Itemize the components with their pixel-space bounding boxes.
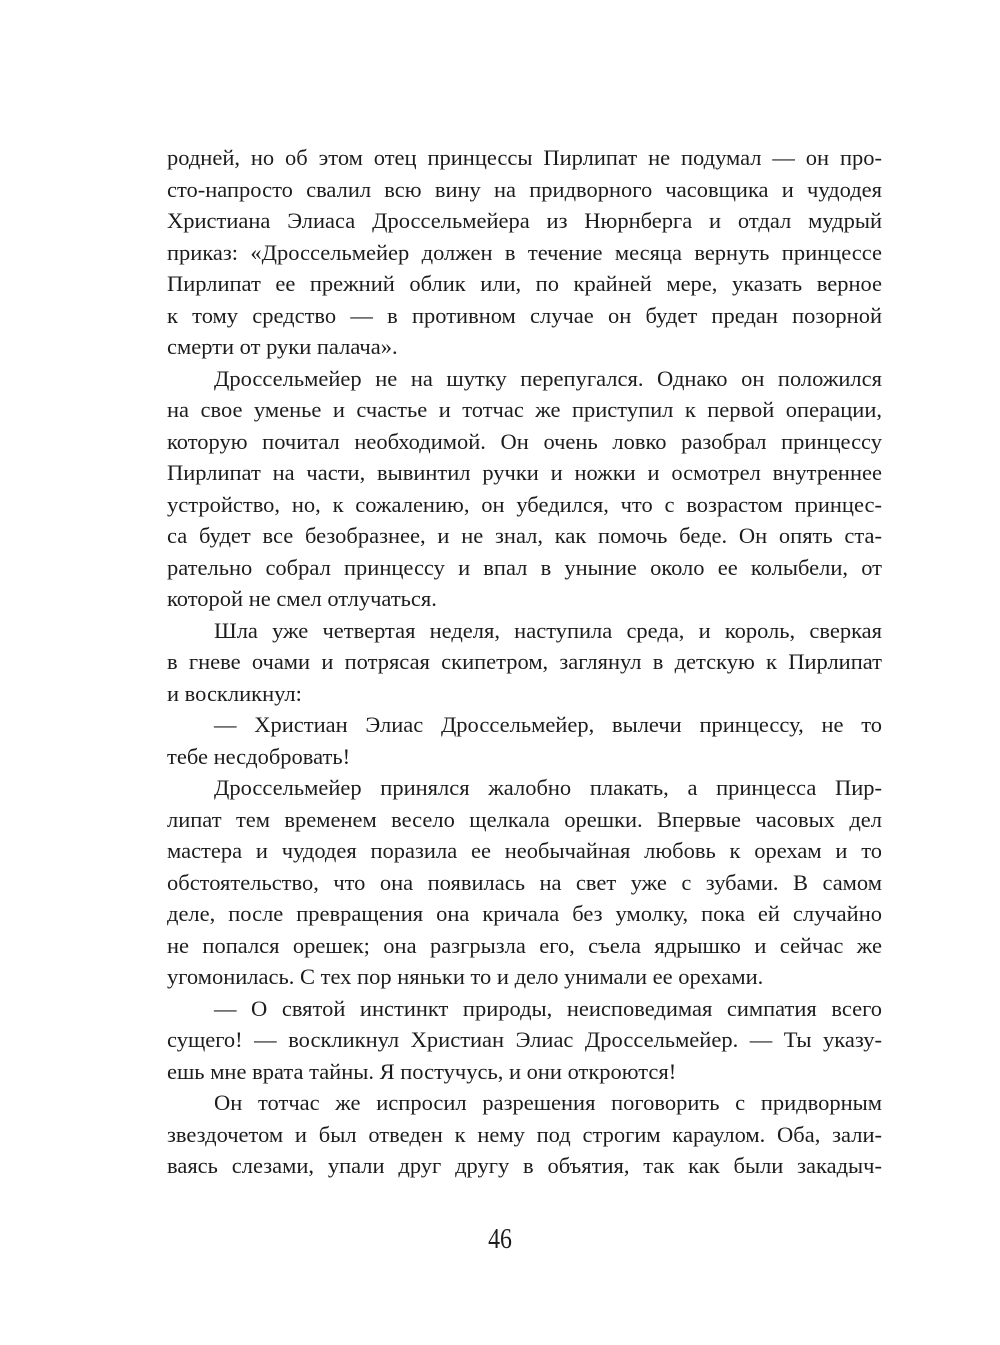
text-line: ваясь слезами, упали друг другу в объятия, так как были закадыч- bbox=[167, 1153, 882, 1178]
text-line: са будет все безобразнее, и не знал, как помочь беде. Он опять ста- bbox=[167, 523, 882, 548]
text-line: Дроссельмейер принялся жалобно плакать, а принцесса Пир- bbox=[214, 775, 882, 800]
text-line: ешь мне врата тайны. Я постучусь, и они откроются! bbox=[167, 1058, 677, 1084]
text-line: липат тем временем весело щелкала орешки. Впервые часовых дел bbox=[167, 806, 882, 832]
text-line: деле, после превращения она кричала без умолку, пока ей случайно bbox=[167, 901, 882, 926]
text-line: смерти от руки палача». bbox=[167, 334, 398, 359]
text-line: Христиана Элиаса Дроссельмейера из Нюрнберга и отдал мудрый bbox=[167, 208, 882, 233]
text-line: мастера и чудодея поразила ее необычайная любовь к орехам и то bbox=[167, 838, 882, 863]
text-line: — Христиан Элиас Дроссельмейер, вылечи принцессу, не то bbox=[214, 712, 882, 737]
text-line: которую почитал необходимой. Он очень ловко разобрал принцессу bbox=[167, 428, 882, 454]
text-line: рательно собрал принцессу и впал в уныние около ее колыбели, от bbox=[167, 554, 882, 580]
text-line: Шла уже четвертая неделя, наступила среда, и король, сверкая bbox=[214, 617, 882, 643]
text-line: в гневе очами и потрясая скипетром, заглянул в детскую к Пирлипат bbox=[167, 649, 882, 674]
text-line: сто-напросто свалил всю вину на придворного часовщика и чудодея bbox=[167, 176, 882, 202]
text-line: Пирлипат на части, вывинтил ручки и ножки и осмотрел внутреннее bbox=[167, 460, 882, 485]
text-line: — О святой инстинкт природы, неисповедимая симпатия всего bbox=[214, 995, 882, 1021]
text-line: сущего! — воскликнул Христиан Элиас Дроссельмейер. — Ты указу- bbox=[167, 1027, 882, 1052]
text-line: которой не смел отлучаться. bbox=[167, 586, 437, 611]
text-line: к тому средство — в противном случае он будет предан позорной bbox=[167, 302, 882, 328]
page-number: 46 bbox=[488, 1224, 512, 1255]
text-line: не попался орешек; она разгрызла его, съела ядрышко и сейчас же bbox=[167, 932, 882, 958]
text-line: Пирлипат ее прежний облик или, по крайней мере, указать верное bbox=[167, 271, 882, 296]
text-line: звездочетом и был отведен к нему под строгим караулом. Оба, зали- bbox=[167, 1121, 882, 1147]
text-line: Он тотчас же испросил разрешения поговорить с придворным bbox=[214, 1090, 882, 1115]
text-line: на свое уменье и счастье и тотчас же приступил к первой операции, bbox=[167, 397, 882, 422]
text-line: обстоятельство, что она появилась на свет уже с зубами. В самом bbox=[167, 869, 882, 895]
text-line: и воскликнул: bbox=[167, 680, 302, 706]
text-line: родней, но об этом отец принцессы Пирлипат не подумал — он про- bbox=[167, 145, 882, 170]
text-line: устройство, но, к сожалению, он убедился, что с возрастом принцес- bbox=[167, 491, 882, 517]
body-text bbox=[167, 142, 882, 1182]
text-line: угомонилась. С тех пор няньки то и дело унимали ее орехами. bbox=[167, 964, 764, 989]
text-line: Дроссельмейер не на шутку перепугался. Однако он положился bbox=[214, 365, 882, 391]
text-line: приказ: «Дроссельмейер должен в течение месяца вернуть принцессе bbox=[167, 239, 882, 265]
text-line: тебе несдобровать! bbox=[167, 743, 351, 769]
